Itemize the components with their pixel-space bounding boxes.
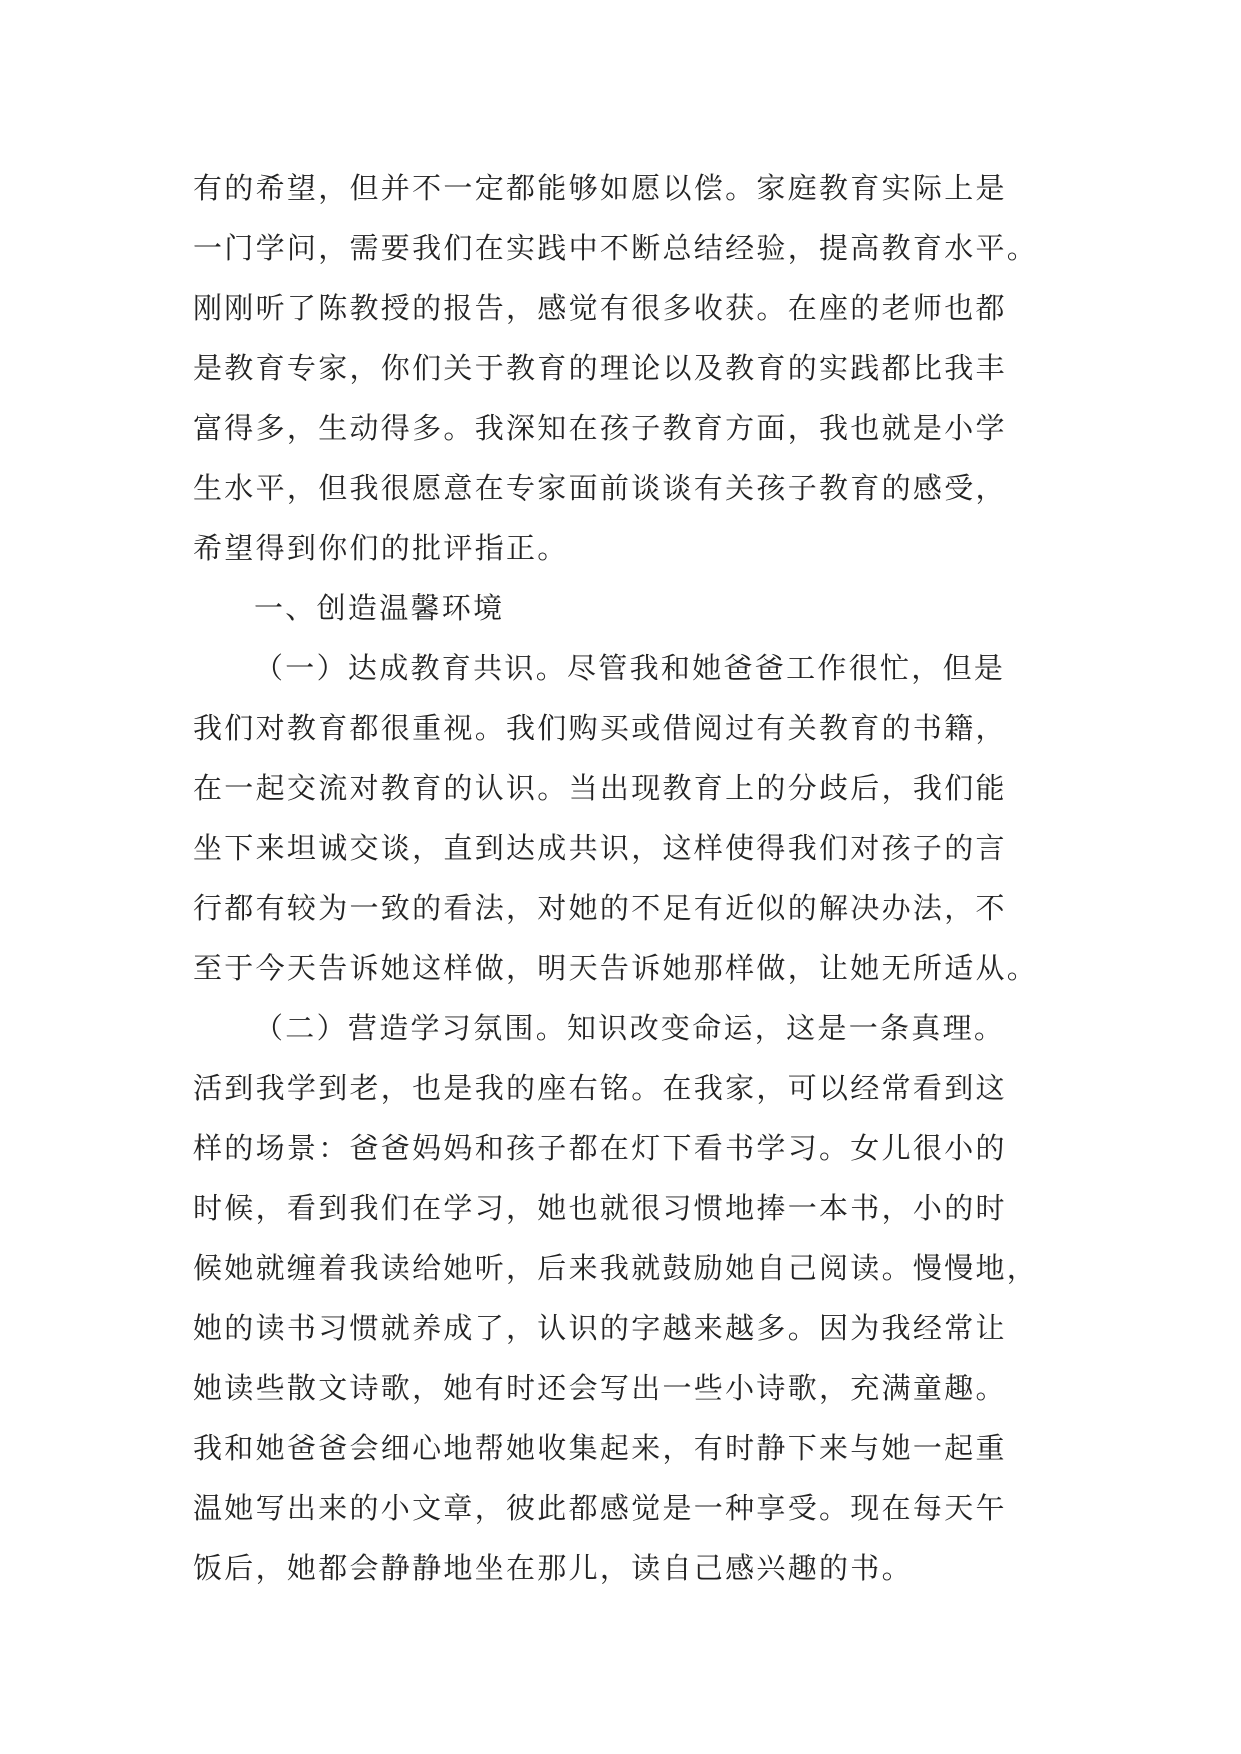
text-line: 至于今天告诉她这样做，明天告诉她那样做，让她无所适从。 (193, 951, 1039, 985)
text-line: 样的场景：爸爸妈妈和孩子都在灯下看书学习。女儿很小的 (193, 1131, 1007, 1165)
text-line: 她读些散文诗歌，她有时还会写出一些小诗歌，充满童趣。 (193, 1371, 1007, 1405)
text-line: 温她写出来的小文章，彼此都感觉是一种享受。现在每天午 (193, 1491, 1007, 1525)
text-line: 行都有较为一致的看法，对她的不足有近似的解决办法，不 (193, 891, 1007, 925)
paragraph-consensus (193, 638, 1063, 998)
text-line: 她的读书习惯就养成了，认识的字越来越多。因为我经常让 (193, 1311, 1007, 1345)
text-line: 我和她爸爸会细心地帮她收集起来，有时静下来与她一起重 (193, 1431, 1007, 1465)
text-line: 生水平，但我很愿意在专家面前谈谈有关孩子教育的感受， (193, 471, 1007, 505)
text-line: 是教育专家，你们关于教育的理论以及教育的实践都比我丰 (193, 351, 1007, 385)
text-line: 刚刚听了陈教授的报告，感觉有很多收获。在座的老师也都 (193, 291, 1007, 325)
text-line: 富得多，生动得多。我深知在孩子教育方面，我也就是小学 (193, 411, 1007, 445)
text-line: 活到我学到老，也是我的座右铭。在我家，可以经常看到这 (193, 1071, 1007, 1105)
text-line: 一门学问，需要我们在实践中不断总结经验，提高教育水平。 (193, 231, 1039, 265)
text-line: 坐下来坦诚交谈，直到达成共识，这样使得我们对孩子的言 (193, 831, 1007, 865)
text-line: 在一起交流对教育的认识。当出现教育上的分歧后，我们能 (193, 771, 1007, 805)
section-heading (193, 578, 1063, 638)
document-body (193, 158, 1063, 1598)
text-line: 候她就缠着我读给她听，后来我就鼓励她自己阅读。慢慢地， (193, 1251, 1039, 1285)
paragraph-learning-atmosphere (193, 998, 1063, 1598)
text-line: 有的希望，但并不一定都能够如愿以偿。家庭教育实际上是 (193, 171, 1007, 205)
text-line: 希望得到你们的批评指正。 (193, 531, 569, 565)
text-line: 时候，看到我们在学习，她也就很习惯地捧一本书，小的时 (193, 1191, 1007, 1225)
text-line: （二）营造学习氛围。知识改变命运，这是一条真理。 (254, 1011, 1006, 1045)
text-line: 我们对教育都很重视。我们购买或借阅过有关教育的书籍， (193, 711, 1007, 745)
text-line: 饭后，她都会静静地坐在那儿，读自己感兴趣的书。 (193, 1551, 913, 1585)
heading-text: 一、创造温馨环境 (254, 591, 505, 625)
paragraph-intro (193, 158, 1063, 578)
text-line: （一）达成教育共识。尽管我和她爸爸工作很忙，但是 (254, 651, 1006, 685)
